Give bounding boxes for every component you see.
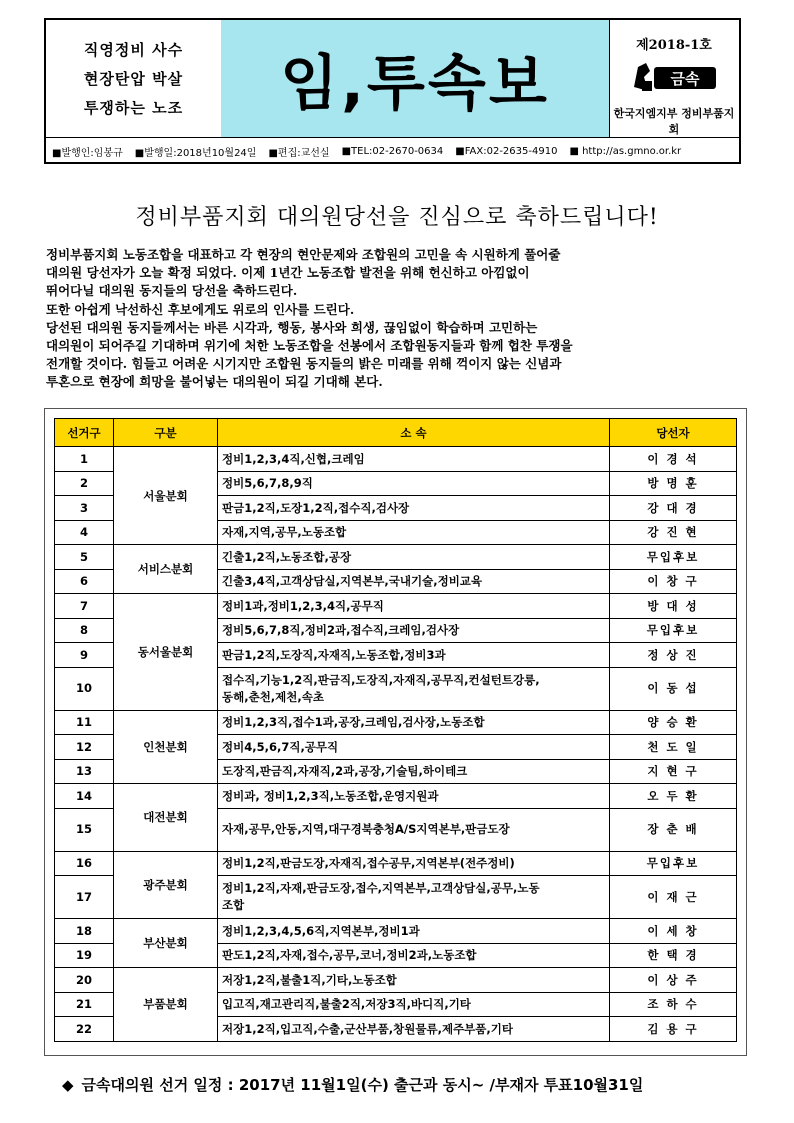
website-link[interactable]: ■ http://as.gmno.or.kr <box>569 145 682 157</box>
body-line: 당선된 대의원 동지들께서는 바른 시각과, 행동, 봉사와 희생, 끊임없이 학습하며 고민하는 <box>46 319 538 335</box>
winner-name: 무입후보 <box>610 545 737 570</box>
header-district: 선거구 <box>55 419 114 447</box>
affiliation: 정비5,6,7,8,9직 <box>218 471 610 496</box>
table-row <box>55 594 737 619</box>
issue-number: 제2018-1호 <box>636 38 712 53</box>
table-row <box>55 545 737 570</box>
winner-name: 오 두 환 <box>610 784 737 809</box>
district-number: 19 <box>55 943 114 968</box>
header-winner: 당선자 <box>610 419 737 447</box>
district-number: 5 <box>55 545 114 570</box>
affiliation: 판금1,2직,도장직,자재직,노동조합,정비3과 <box>218 643 610 668</box>
group-name: 부산분회 <box>114 919 218 968</box>
affiliation: 정비1,2직,판금도장,자재직,접수공무,지역본부(전주정비) <box>218 851 610 876</box>
affiliation: 정비1,2,3,4,5,6직,지역본부,정비1과 <box>218 919 610 944</box>
winner-name: 강 진 현 <box>610 520 737 545</box>
district-number: 22 <box>55 1017 114 1042</box>
affiliation-line: 조합 <box>222 898 245 912</box>
winner-name: 김 용 구 <box>610 1017 737 1042</box>
winner-name: 무입후보 <box>610 851 737 876</box>
affiliation: 긴출1,2직,노동조합,공장 <box>218 545 610 570</box>
winner-name: 무입후보 <box>610 618 737 643</box>
district-number: 8 <box>55 618 114 643</box>
body-line: 뛰어다닐 대의원 동지들의 당선을 축하드린다. <box>46 283 298 299</box>
district-number: 18 <box>55 919 114 944</box>
table-row <box>55 710 737 735</box>
article-body <box>46 246 756 392</box>
table-row <box>55 447 737 472</box>
group-name: 서비스분회 <box>114 545 218 594</box>
district-number: 20 <box>55 968 114 993</box>
issue-box <box>609 20 739 137</box>
affiliation: 입고직,재고관리직,불출2직,저장3직,바디직,기타 <box>218 992 610 1017</box>
affiliation: 정비과, 정비1,2,3직,노동조합,운영지원과 <box>218 784 610 809</box>
publication-info <box>46 138 739 164</box>
group-name: 부품분회 <box>114 968 218 1042</box>
district-number: 7 <box>55 594 114 619</box>
table-row <box>55 851 737 876</box>
winner-name: 천 도 일 <box>610 735 737 760</box>
winner-name: 이 상 주 <box>610 968 737 993</box>
winner-name: 이 세 창 <box>610 919 737 944</box>
winner-name: 정 상 진 <box>610 643 737 668</box>
schedule-text: 금속대의원 선거 일정 : 2017년 11월1일(수) 출근과 동시~ /부재자 투표10월31일 <box>81 1076 644 1094</box>
body-line: 또한 아쉽게 낙선하신 후보에게도 위로의 인사를 드린다. <box>46 301 355 317</box>
affiliation: 정비1과,정비1,2,3,4직,공무직 <box>218 594 610 619</box>
title-box <box>221 20 610 137</box>
editor: ■편집:교선실 <box>268 147 330 159</box>
body-line: 투혼으로 현장에 희망을 불어넣는 대의원이 되길 기대해 본다. <box>46 374 383 390</box>
body-line: 대의원 당선자가 오늘 확정 되었다. 이제 1년간 노동조합 발전을 위해 헌신하고 아낌없이 <box>46 265 530 281</box>
district-number: 16 <box>55 851 114 876</box>
affiliation: 판금1,2직,도장1,2직,접수직,검사장 <box>218 496 610 521</box>
publish-date: ■발행일:2018년10월24일 <box>134 147 257 159</box>
affiliation-line: 동해,춘천,제천,속초 <box>222 689 324 704</box>
headline: 정비부품지회 대의원당선을 진심으로 축하드립니다! <box>135 205 659 230</box>
header-group: 구분 <box>114 419 218 447</box>
winner-name: 한 택 경 <box>610 943 737 968</box>
telephone: ■TEL:02-2670-0634 <box>341 145 444 157</box>
affiliation: 자재,지역,공무,노동조합 <box>218 520 610 545</box>
winner-name: 장 춘 배 <box>610 808 737 851</box>
winner-name: 방 대 성 <box>610 594 737 619</box>
organization-name: 한국지엠지부 정비부품지회 <box>613 107 735 136</box>
affiliation: 정비5,6,7,8직,정비2과,접수직,크레임,검사장 <box>218 618 610 643</box>
affiliation-line: 접수직,기능1,2직,판금직,도장직,자재직,공무직,컨설턴트강릉, <box>222 672 540 687</box>
affiliation: 도장직,판금직,자재직,2과,공장,기술팀,하이테크 <box>218 759 610 784</box>
group-name: 대전분회 <box>114 784 218 852</box>
winner-name: 이 창 구 <box>610 569 737 594</box>
affiliation: 저장1,2직,불출1직,기타,노동조합 <box>218 968 610 993</box>
affiliation: 자재,공무,안동,지역,대구경북충청A/S지역본부,판금도장 <box>218 808 610 851</box>
district-number: 4 <box>55 520 114 545</box>
affiliation-line: 정비1,2직,자재,판금도장,접수,지역본부,고객상담실,공무,노동 <box>222 881 540 895</box>
district-number: 3 <box>55 496 114 521</box>
table-header-row <box>55 419 737 447</box>
district-number: 15 <box>55 808 114 851</box>
district-number: 21 <box>55 992 114 1017</box>
winner-name: 이 경 석 <box>610 447 737 472</box>
table-row <box>55 784 737 809</box>
district-number: 12 <box>55 735 114 760</box>
slogan-line: 직영정비 사수 <box>83 41 184 59</box>
union-logo-icon <box>628 57 720 97</box>
district-number: 10 <box>55 667 114 710</box>
winner-name: 강 대 경 <box>610 496 737 521</box>
winner-name: 방 명 훈 <box>610 471 737 496</box>
schedule-note <box>62 1074 643 1095</box>
affiliation: 정비4,5,6,7직,공무직 <box>218 735 610 760</box>
affiliation <box>218 876 610 919</box>
winner-name: 이 재 근 <box>610 876 737 919</box>
slogan-line: 현장탄압 박살 <box>83 70 184 88</box>
affiliation: 판도1,2직,자재,접수,공무,코너,정비2과,노동조합 <box>218 943 610 968</box>
winner-name: 조 하 수 <box>610 992 737 1017</box>
body-line: 대의원이 되어주길 기대하며 위기에 처한 노동조합을 선봉에서 조합원동지들과 함께 헙찬 투쟁을 <box>46 338 573 354</box>
election-results-table <box>54 418 737 1042</box>
affiliation <box>218 667 610 710</box>
affiliation: 정비1,2,3직,접수1과,공장,크레임,검사장,노동조합 <box>218 710 610 735</box>
header-affiliation: 소 속 <box>218 419 610 447</box>
affiliation: 긴출3,4직,고객상담실,지역본부,국내기술,정비교육 <box>218 569 610 594</box>
publisher: ■발행인:임봉규 <box>52 147 123 159</box>
masthead <box>44 18 741 164</box>
body-line: 정비부품지회 노동조합을 대표하고 각 현장의 현안문제와 조합원의 고민을 속 시원하게 풀어줄 <box>46 247 561 262</box>
newsletter-title: 임,투속보 <box>280 48 550 119</box>
winner-name: 이 동 섭 <box>610 667 737 710</box>
district-number: 13 <box>55 759 114 784</box>
group-name: 인천분회 <box>114 710 218 784</box>
fax: ■FAX:02-2635-4910 <box>455 145 558 157</box>
group-name: 서울분회 <box>114 447 218 545</box>
affiliation: 정비1,2,3,4직,신협,크레임 <box>218 447 610 472</box>
table-row <box>55 919 737 944</box>
district-number: 1 <box>55 447 114 472</box>
district-number: 17 <box>55 876 114 919</box>
district-number: 14 <box>55 784 114 809</box>
masthead-top <box>46 20 739 138</box>
district-number: 11 <box>55 710 114 735</box>
slogan-line: 투쟁하는 노조 <box>83 99 184 117</box>
district-number: 9 <box>55 643 114 668</box>
logo-text: 금속 <box>670 70 700 88</box>
body-line: 전개할 것이다. 힘들고 어려운 시기지만 조합원 동지들의 밝은 미래를 위해 꺽이지 않는 신념과 <box>46 356 562 372</box>
affiliation: 저장1,2직,입고직,수출,군산부품,창원물류,제주부품,기타 <box>218 1017 610 1042</box>
district-number: 2 <box>55 471 114 496</box>
winner-name: 양 승 환 <box>610 710 737 735</box>
group-name: 광주분회 <box>114 851 218 919</box>
diamond-icon: ◆ <box>62 1076 74 1094</box>
group-name: 동서울분회 <box>114 594 218 711</box>
slogan-box <box>46 20 222 137</box>
winner-name: 지 현 구 <box>610 759 737 784</box>
district-number: 6 <box>55 569 114 594</box>
table-row <box>55 968 737 993</box>
